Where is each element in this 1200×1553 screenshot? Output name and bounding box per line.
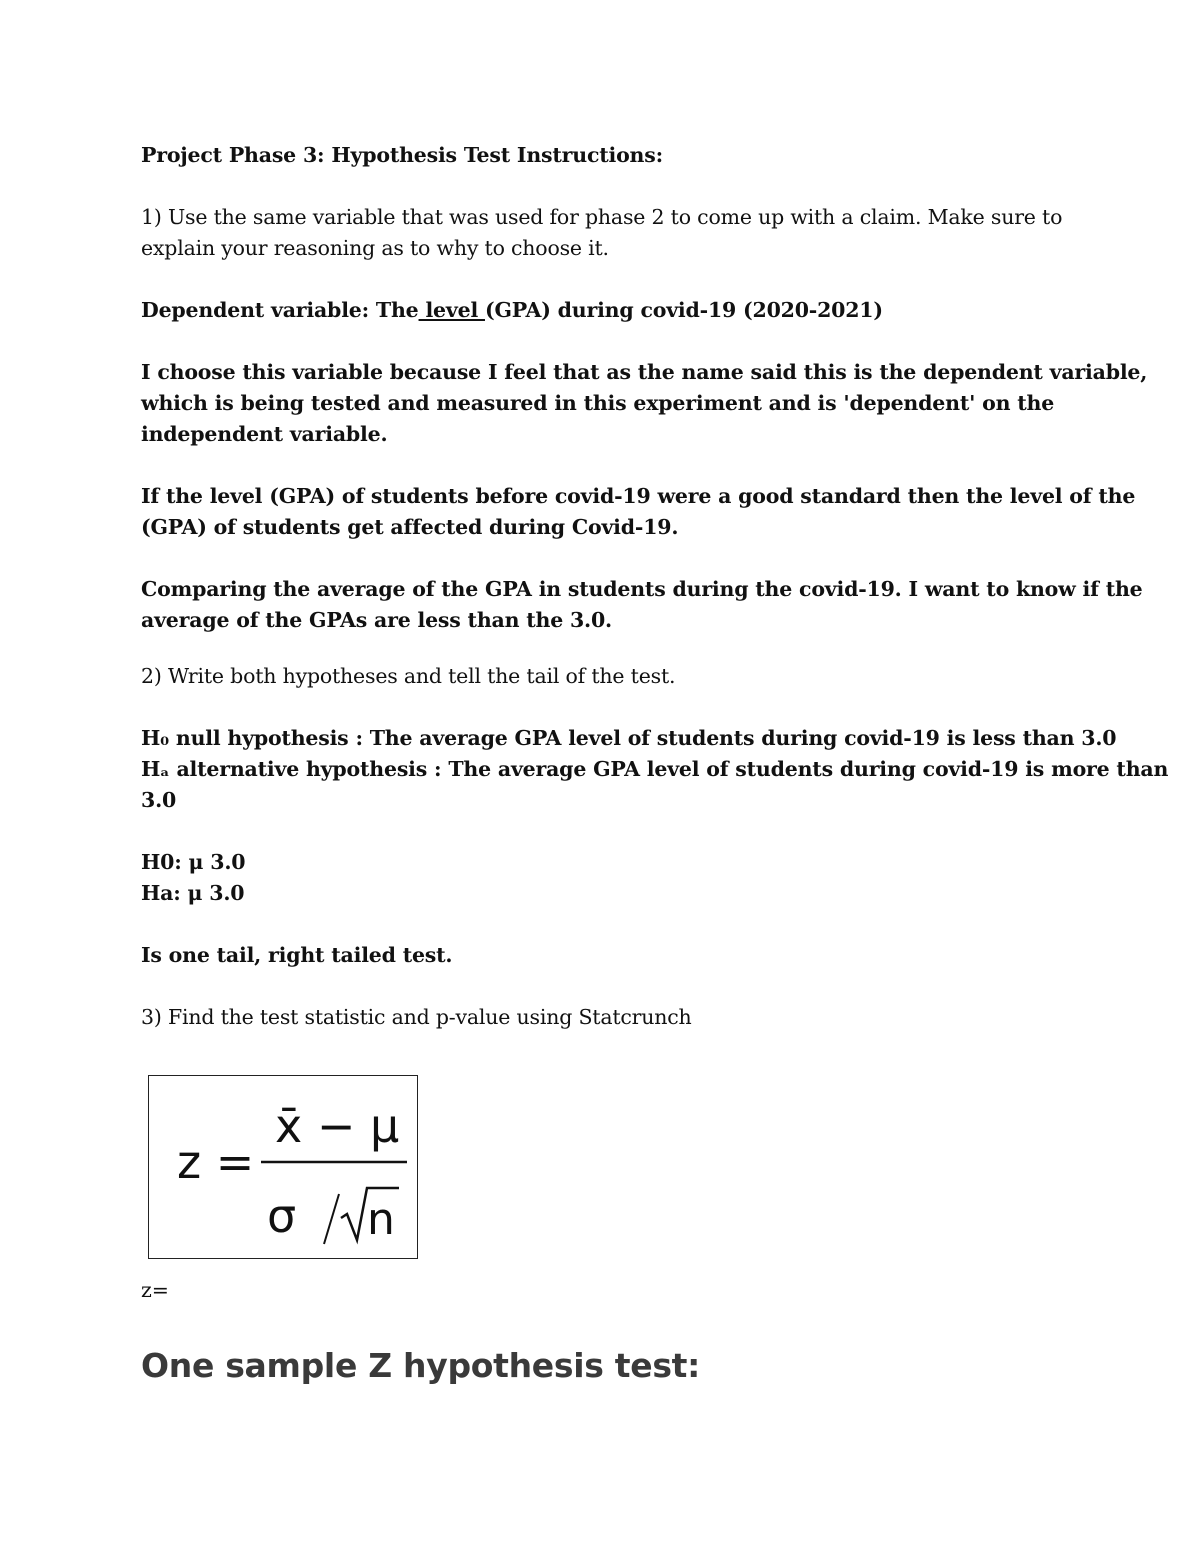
alt-hypothesis-text-1: Hₐ alternative hypothesis : The average GPA level of students during covid-19 is more than xyxy=(141,757,1169,781)
dependent-variable-prefix: Dependent variable: The xyxy=(141,298,419,322)
document-title: Project Phase 3: Hypothesis Test Instructions: xyxy=(141,143,663,167)
section-heading: One sample Z hypothesis test: xyxy=(141,1346,701,1385)
dependent-variable xyxy=(141,295,1071,326)
compare-line-1: Comparing the average of the GPA in students during the covid-19. I want to know if the xyxy=(141,577,1143,601)
question-1-line-2: explain your reasoning as to why to choose it. xyxy=(141,236,609,260)
formula-n: n xyxy=(367,1194,395,1245)
document-body xyxy=(141,140,1169,1033)
dependent-variable-suffix: (GPA) during covid-19 (2020-2021) xyxy=(484,298,883,322)
formula-lhs: z = xyxy=(177,1135,255,1189)
if-line-1: If the level (GPA) of students before covid-19 were a good standard then the level of the xyxy=(141,484,1136,508)
compare-line-2: average of the GPAs are less than the 3.0. xyxy=(141,608,612,632)
dependent-variable-underlined: level xyxy=(418,298,485,322)
null-hypothesis-text: H₀ null hypothesis : The average GPA level of students during covid-19 is less than 3.0 xyxy=(141,726,1117,750)
z-formula-image xyxy=(148,1075,418,1259)
fraction-slash xyxy=(324,1194,339,1244)
question-3: 3) Find the test statistic and p-value using Statcrunch xyxy=(141,1005,692,1029)
null-hypothesis-symbolic: H0: μ 3.0 xyxy=(141,850,246,874)
z-equals: z= xyxy=(141,1278,169,1302)
question-1-line-1: 1) Use the same variable that was used for phase 2 to come up with a claim. Make sure to xyxy=(141,205,1063,229)
question-2: 2) Write both hypotheses and tell the tail of the test. xyxy=(141,664,676,688)
formula-numerator: x̄ − μ xyxy=(275,1099,400,1153)
if-line-2: (GPA) of students get affected during Covid-19. xyxy=(141,515,679,539)
formula-sigma: σ xyxy=(267,1189,297,1243)
reason-line-3: independent variable. xyxy=(141,422,388,446)
tail-statement: Is one tail, right tailed test. xyxy=(141,943,453,967)
alt-hypothesis-symbolic: Ha: μ 3.0 xyxy=(141,881,245,905)
reason-line-2: which is being tested and measured in this experiment and is 'dependent' on the xyxy=(141,391,1055,415)
reason-line-1: I choose this variable because I feel that as the name said this is the dependent variable, xyxy=(141,360,1148,384)
alt-hypothesis-text-2: 3.0 xyxy=(141,788,177,812)
z-formula-svg xyxy=(149,1076,416,1257)
